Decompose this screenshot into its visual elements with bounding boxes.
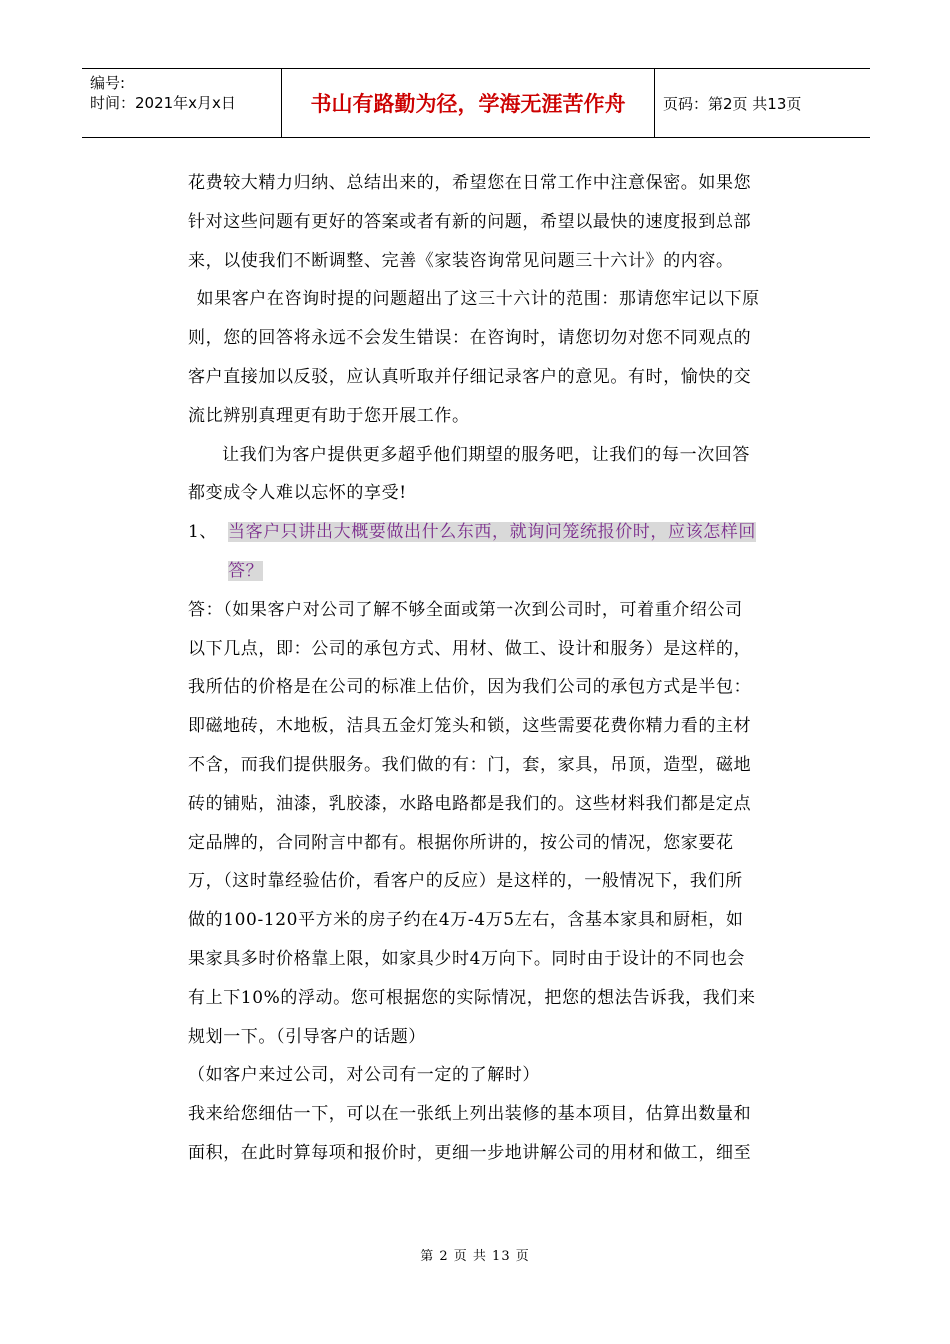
text-line: 万，（这时靠经验估价，看客户的反应）是这样的，一般情况下，我们所 (188, 871, 743, 892)
text-line: 面积，在此时算每项和报价时，更细一步地讲解公司的用材和做工，细至 (188, 1142, 752, 1163)
text-line: 花费较大精力归纳、总结出来的，希望您在日常工作中注意保密。如果您 (188, 173, 752, 193)
text-line: （如客户来过公司，对公司有一定的了解时） (188, 1065, 540, 1086)
intro-paragraph (188, 164, 808, 280)
question-text: 当客户只讲出大概要做出什么东西，就询问笼统报价时，应该怎样回 (228, 522, 756, 543)
text-line: 客户直接加以反驳，应认真听取并仔细记录客户的意见。有时，愉快的交 (188, 366, 752, 387)
text-line: 我所估的价格是在公司的标准上估价，因为我们公司的承包方式是半包： (188, 677, 752, 698)
text-line: 如果客户在咨询时提的问题超出了这三十六计的范围：那请您牢记以下原 (196, 289, 760, 310)
page-header (82, 68, 870, 138)
text-line: 都变成令人难以忘怀的享受! (188, 483, 407, 504)
date-line: 时间：2021年x月x日 (90, 94, 236, 112)
header-motto: 书山有路勤为径，学海无涯苦作舟 (282, 69, 655, 137)
text-line: 不含，而我们提供服务。我们做的有：门，套，家具，吊顶，造型，磁地 (188, 754, 752, 775)
text-line: 有上下10%的浮动。您可根据您的实际情况，把您的想法告诉我，我们来 (188, 987, 756, 1008)
serial-number-label: 编号: (90, 74, 126, 92)
question-heading (188, 513, 808, 552)
text-line: 我来给您细估一下，可以在一张纸上列出装修的基本项目，估算出数量和 (188, 1104, 752, 1125)
page-footer: 第 2 页 共 13 页 (420, 1249, 530, 1264)
text-line: 流比辨别真理更有助于您开展工作。 (188, 405, 470, 426)
text-line: 即磁地砖，木地板，洁具五金灯笼头和锁，这些需要花费你精力看的主材 (188, 716, 752, 737)
closing-paragraph (188, 436, 808, 514)
header-page-info: 页码：第2页 共13页 (663, 94, 802, 113)
text-line: 针对这些问题有更好的答案或者有新的问题，希望以最快的速度报到总部 (188, 211, 752, 232)
document-body (188, 164, 808, 1173)
text-line: 则，您的回答将永远不会发生错误：在咨询时，请您切勿对您不同观点的 (188, 328, 752, 349)
text-line: 做的100-120平方米的房子约在4万-4万5左右，含基本家具和厨柜，如 (188, 910, 744, 931)
text-line: 以下几点，即：公司的承包方式、用材、做工、设计和服务）是这样的， (188, 638, 752, 659)
text-line: 规划一下。（引导客户的话题） (188, 1026, 426, 1047)
answer-paragraph (188, 591, 808, 1173)
question-number: 1、 (188, 522, 218, 543)
principle-paragraph (188, 280, 808, 435)
text-line: 砖的铺贴，油漆，乳胶漆，水路电路都是我们的。这些材料我们都是定点 (188, 793, 752, 814)
text-line: 定品牌的，合同附言中都有。根据你所讲的，按公司的情况，您家要花 (188, 832, 734, 853)
question-text-continued: 答？ (228, 560, 264, 581)
text-line: 来，以使我们不断调整、完善《家装咨询常见问题三十六计》的内容。 (188, 250, 734, 271)
text-line: 让我们为客户提供更多超乎他们期望的服务吧，让我们的每一次回答 (222, 444, 750, 465)
text-line: 果家具多时价格靠上限，如家具少时4万向下。同时由于设计的不同也会 (188, 948, 746, 969)
text-line: 答：（如果客户对公司了解不够全面或第一次到公司时，可着重介绍公司 (188, 599, 743, 620)
header-meta (82, 69, 282, 137)
